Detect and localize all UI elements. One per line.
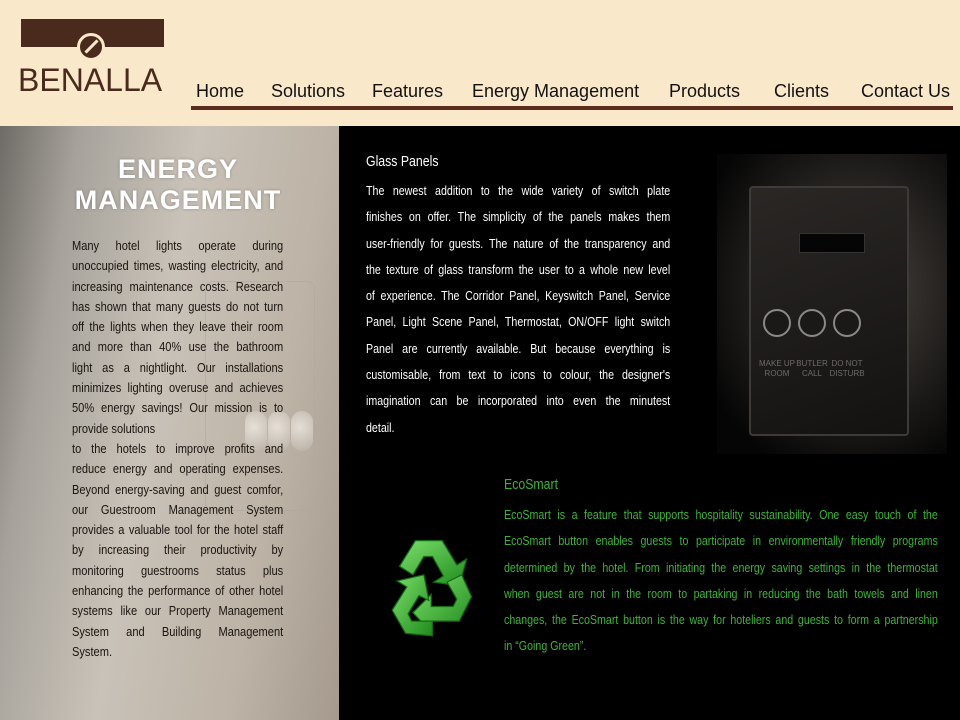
energy-text-line: provide solutions	[72, 421, 156, 436]
logo-text: BENALLA	[18, 62, 163, 98]
butler-call-icon	[798, 309, 826, 337]
do-not-disturb-icon	[833, 309, 861, 337]
glass-text-line: of experience. The Corridor Panel, Keyswitch Panel, Service	[366, 288, 671, 304]
products-panel	[339, 126, 960, 720]
panel-label: BUTLER CALL	[796, 359, 828, 378]
energy-text-line: System and Building Management	[72, 624, 284, 639]
nav-energy-management[interactable]: Energy Management	[472, 81, 640, 101]
glass-text-line: The newest addition to the wide variety of switch plate	[366, 183, 671, 198]
glass-panels-text	[366, 178, 670, 441]
energy-text-line: reduce energy and operating expenses.	[72, 462, 284, 477]
eco-text-line: when guest are not in the room to partaking in reducing the bath towels and linen	[504, 585, 938, 601]
nav-contact-us[interactable]: Contact Us	[861, 81, 951, 101]
panel-label: DO NOT DISTURB	[829, 359, 865, 378]
glass-text-line: the texture of glass transform the user to a whole new level	[366, 261, 671, 277]
energy-text-line: has shown that many guests do not turn	[72, 299, 284, 314]
energy-text-line: our Guestroom Management System	[72, 502, 284, 517]
ecosmart-title: EcoSmart	[504, 476, 559, 493]
energy-text-line: provides a valuable tool for the hotel staff	[72, 523, 284, 538]
eco-text-line: EcoSmart is a feature that supports hospitality sustainability. One easy touch of the	[504, 507, 938, 522]
make-up-room-icon	[763, 309, 791, 337]
glass-panels-title: Glass Panels	[366, 153, 439, 170]
energy-text-line: 50% energy savings! Our mission is to	[72, 401, 284, 416]
ecosmart-text	[504, 502, 938, 660]
glass-text-line: Panel, Light Scene Panel, Thermostat, ON/OFF light switch	[366, 314, 671, 330]
energy-text-line: enhancing the performance of other hotel	[72, 584, 284, 599]
glass-text-line: finishes on offer. The simplicity of the panels makes them	[366, 209, 671, 225]
energy-text-line: to the hotels to improve profits and	[72, 441, 284, 456]
nav-home[interactable]: Home	[196, 81, 245, 101]
energy-text-line: light as a nightlight. Our installations	[72, 360, 284, 375]
eco-text-line: in “Going Green”.	[504, 638, 587, 654]
glass-text-line: Panel are currently available. But because everything is	[366, 340, 671, 356]
glass-text-line: imagination can be incorporated into even the minutest	[366, 393, 671, 409]
energy-text-line: monitoring guestrooms status plus	[72, 563, 284, 578]
energy-text-line: System.	[72, 644, 113, 659]
nav-clients[interactable]: Clients	[774, 81, 830, 101]
eco-text-line: changes, the EcoSmart button is the way for hoteliers and guests to form a partnership	[504, 612, 938, 628]
energy-management-title	[20, 154, 336, 216]
energy-text-line: systems like our Property Management	[72, 604, 284, 619]
eco-text-line: EcoSmart button enables guests to participate in environmentally friendly programs	[504, 533, 938, 549]
benalla-logo-icon	[77, 33, 105, 61]
energy-management-text	[72, 236, 283, 662]
energy-title-line1: ENERGY	[117, 154, 239, 184]
eco-text-line: determined by the hotel. From initiating the energy saving settings in the thermostat	[504, 559, 938, 575]
recycle-icon	[369, 526, 491, 648]
energy-text-line: Many hotel lights operate during	[72, 239, 284, 253]
energy-text-line: off the lights when they leave their room	[72, 320, 284, 335]
energy-text-line: Beyond energy-saving and guest comfor,	[72, 482, 284, 497]
energy-text-line: minimizes lighting overuse and achieves	[72, 381, 284, 396]
main-nav	[191, 78, 953, 112]
glass-text-line: detail.	[366, 419, 395, 435]
glass-text-line: user-friendly for guests. The nature of the transparency and	[366, 235, 671, 251]
background-knob	[291, 411, 313, 451]
panel-label: MAKE UP ROOM	[758, 359, 795, 378]
keycard-slot	[799, 233, 865, 253]
energy-text-line: unoccupied times, wasting electricity, and	[72, 259, 284, 274]
site-header	[0, 0, 960, 126]
energy-title-line2: MANAGEMENT	[74, 185, 282, 215]
energy-text-line: and more than 40% use the bathroom	[72, 340, 284, 355]
benalla-logo[interactable]	[18, 18, 166, 98]
energy-text-line: by increasing their productivity by	[72, 543, 284, 558]
nav-underline	[191, 106, 953, 110]
nav-solutions[interactable]: Solutions	[271, 81, 346, 101]
energy-text-line: increasing maintenance costs. Research	[72, 279, 284, 294]
glass-text-line: customisable, from text to icons to colour, the designer's	[366, 367, 671, 383]
nav-products[interactable]: Products	[669, 81, 741, 101]
energy-management-panel	[0, 126, 339, 720]
nav-features[interactable]: Features	[372, 81, 444, 101]
